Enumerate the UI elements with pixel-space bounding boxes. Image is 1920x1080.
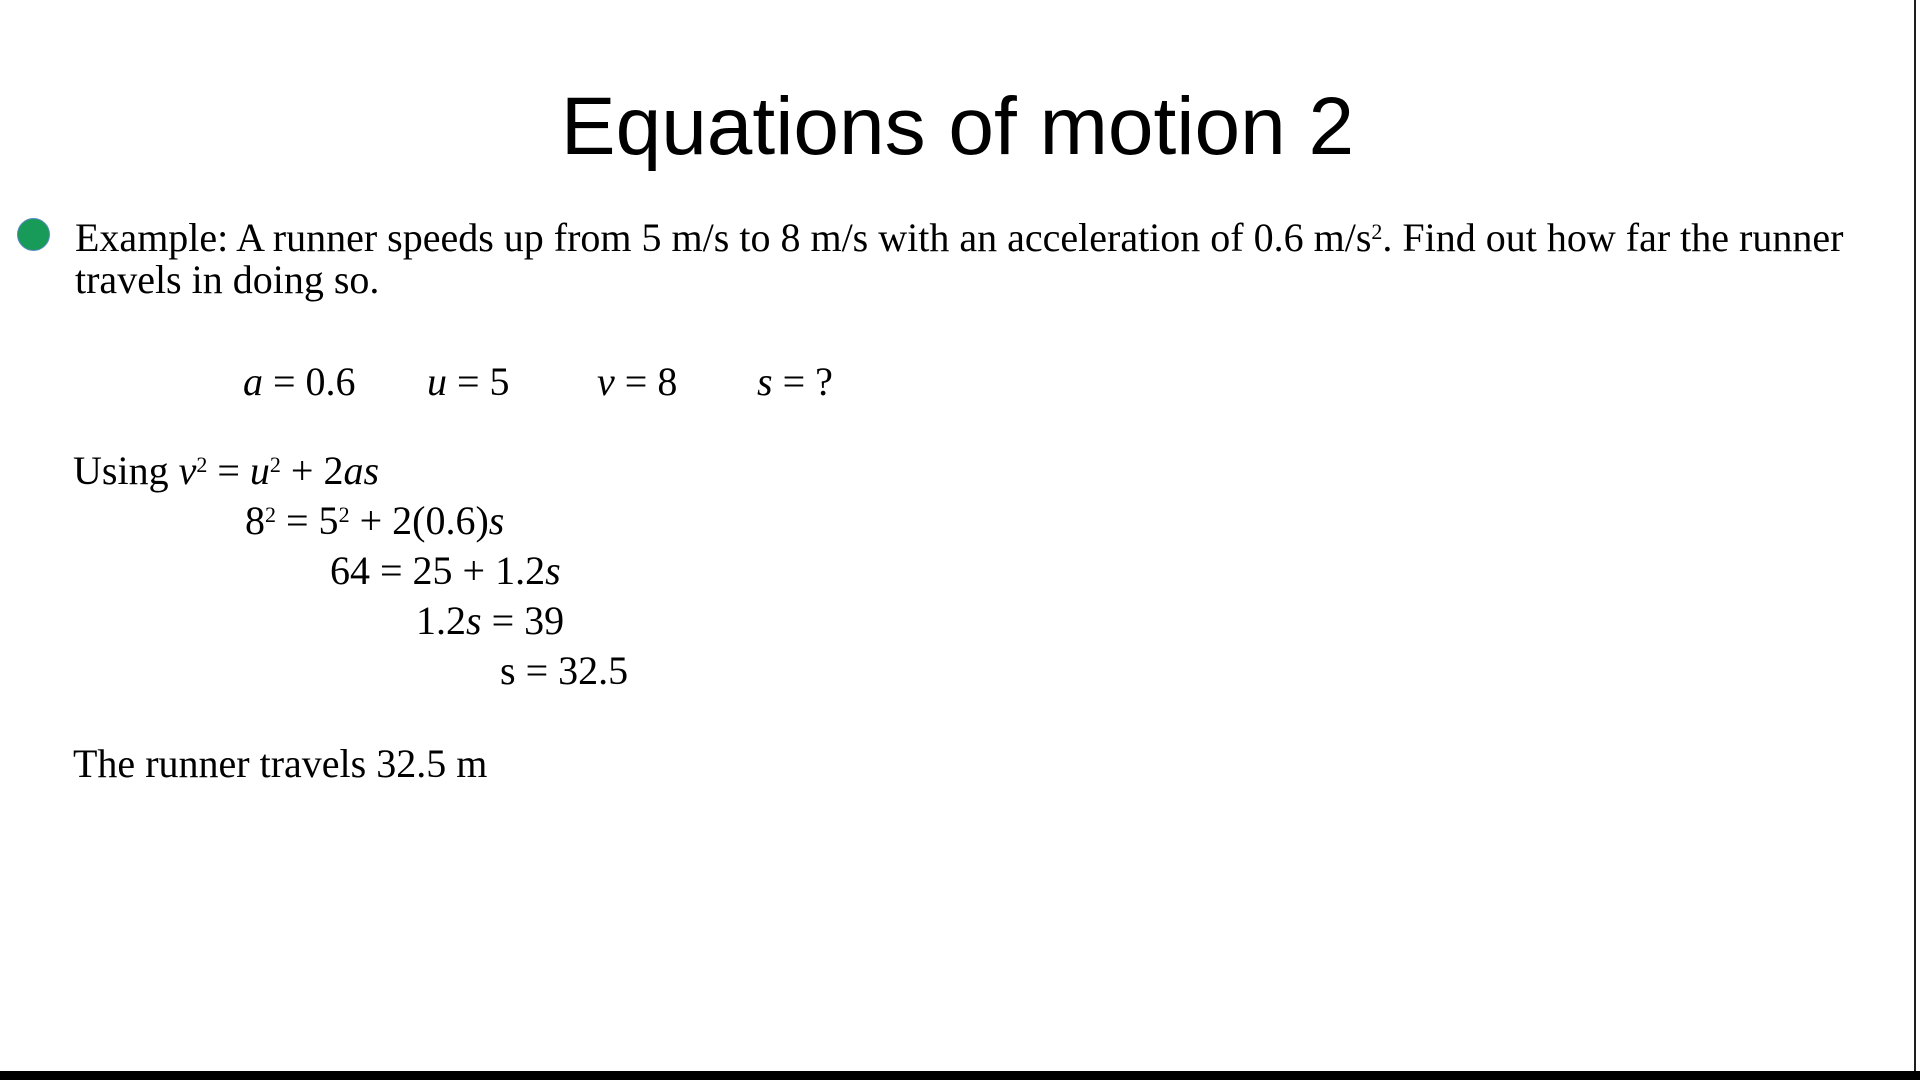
given-value-u: u = 5 bbox=[427, 359, 510, 404]
given-value-s: s = ? bbox=[757, 359, 833, 404]
slide-title: Equations of motion 2 bbox=[560, 81, 1355, 172]
given-value-v: v = 8 bbox=[597, 359, 678, 404]
conclusion-text: The runner travels 32.5 m bbox=[73, 741, 488, 786]
working-line-5: s = 32.5 bbox=[500, 648, 629, 693]
bottom-bar bbox=[0, 1071, 1920, 1080]
working-line-2: $8^2 = 5^2 + 2(0.6)s$ bbox=[245, 498, 505, 543]
given-value-a: a = 0.6 bbox=[243, 359, 356, 404]
example-bullet-item bbox=[17, 217, 1897, 301]
example-text: Example: A runner speeds up from 5 m/s to 8 m/s with an acceleration of 0.6 $m/s^2$. Find out how far the runner travels in doing so. bbox=[75, 215, 1844, 302]
working-line-1: Using $v^2 = u^2 + 2as$ bbox=[73, 448, 380, 493]
working-section bbox=[0, 446, 1920, 696]
slide-right-edge-line bbox=[1914, 0, 1916, 1080]
working-line-4: 1.2s = 39 bbox=[416, 598, 565, 643]
given-values-row bbox=[0, 358, 1920, 406]
working-line-3: 64 = 25 + 1.2s bbox=[330, 548, 561, 593]
bullet-circle-icon bbox=[17, 218, 50, 251]
